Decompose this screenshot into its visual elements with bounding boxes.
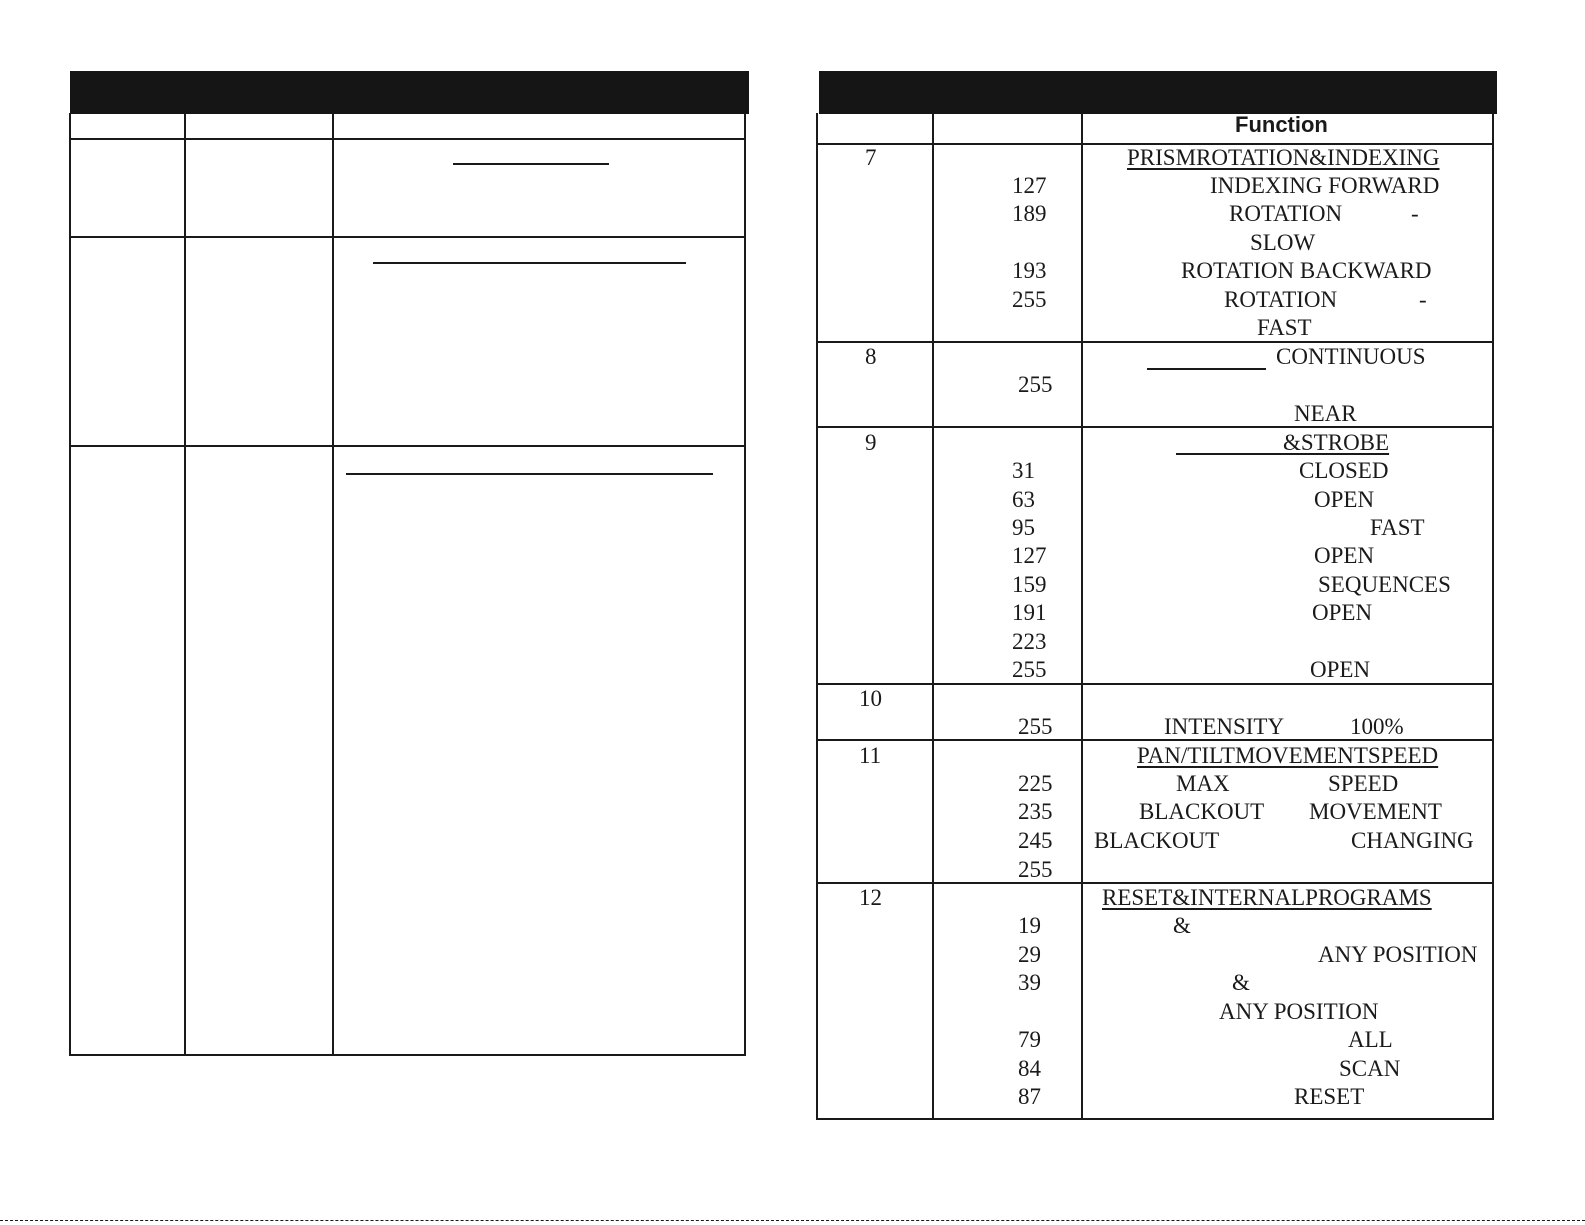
ch11-function-2a: BLACKOUT [1139,799,1265,824]
ch9-value-1: 31 [1012,458,1035,483]
ch11-function-2b: MOVEMENT [1309,799,1442,824]
ch11-function-1b: SPEED [1328,771,1399,796]
ch9-value-3: 95 [1012,515,1035,540]
ch12-function-3: & [1232,970,1250,995]
ch12-function-5: SCAN [1339,1056,1401,1081]
ch12-function-3b: ANY POSITION [1219,999,1379,1024]
ch9-function-3: FAST [1370,515,1425,540]
ch9-value-2: 63 [1012,487,1035,512]
ch11-function-1a: MAX [1176,771,1230,796]
ch10-value-1: 255 [1018,714,1053,739]
ch11-function-3a: BLACKOUT [1094,828,1220,853]
ch9-title: &STROBE [1283,430,1390,455]
right-header-bar [819,71,1497,114]
ch12-function-4: ALL [1348,1027,1393,1052]
ch11-value-2: 235 [1018,799,1053,824]
ch8-function-2: NEAR [1294,401,1357,426]
ch12-function-2: ANY POSITION [1318,942,1478,967]
function-column-header: Function [1235,112,1328,137]
ch9-function-1: CLOSED [1299,458,1389,483]
ch7-function-4a: ROTATION [1224,287,1338,312]
left-header-bar [70,71,749,114]
ch12-function-1: & [1173,913,1191,938]
ch11-function-3b: CHANGING [1351,828,1474,853]
ch9-function-2: OPEN [1314,487,1375,512]
channel-12: 12 [859,885,882,910]
ch8-title-underline [1147,368,1266,370]
ch11-value-4: 255 [1018,857,1053,882]
ch7-value-4: 255 [1012,287,1047,312]
ch7-function-2b: - [1411,201,1419,226]
channel-7: 7 [865,145,877,170]
channel-9: 9 [865,430,877,455]
ch12-value-6: 87 [1018,1084,1041,1109]
ch11-value-3: 245 [1018,828,1053,853]
ch7-function-2c: SLOW [1250,230,1316,255]
ch10-function-1a: INTENSITY [1164,714,1285,739]
ch12-value-3: 39 [1018,970,1041,995]
ch7-function-4c: FAST [1257,315,1312,340]
ch7-value-2: 189 [1012,201,1047,226]
ch8-function-1: CONTINUOUS [1276,344,1426,369]
ch9-value-6: 191 [1012,600,1047,625]
left-row2-underline [373,262,686,264]
ch7-function-4b: - [1419,287,1427,312]
ch12-value-1: 19 [1018,913,1041,938]
ch9-value-4: 127 [1012,543,1047,568]
ch9-function-8: OPEN [1310,657,1371,682]
left-row1-underline [453,163,609,165]
ch8-value-1: 255 [1018,372,1053,397]
channel-11: 11 [859,743,882,768]
ch9-function-6: OPEN [1312,600,1373,625]
channel-8: 8 [865,344,877,369]
ch7-title: PRISMROTATION&INDEXING [1127,145,1440,170]
ch10-function-1b: 100% [1350,714,1404,739]
ch7-function-1: INDEXING FORWARD [1210,173,1440,198]
ch12-function-6: RESET [1294,1084,1365,1109]
ch9-value-7: 223 [1012,629,1047,654]
ch11-value-1: 225 [1018,771,1053,796]
ch7-function-2a: ROTATION [1229,201,1343,226]
ch12-value-2: 29 [1018,942,1041,967]
ch7-value-1: 127 [1012,173,1047,198]
ch12-value-5: 84 [1018,1056,1041,1081]
ch9-title-underline [1176,453,1283,455]
ch9-value-8: 255 [1012,657,1047,682]
ch9-function-4: OPEN [1314,543,1375,568]
left-row3-underline [346,473,713,475]
ch9-value-5: 159 [1012,572,1047,597]
ch11-title: PAN/TILTMOVEMENTSPEED [1137,743,1439,768]
ch12-title: RESET&INTERNALPROGRAMS [1102,885,1432,910]
page-bottom-edge [0,1220,1585,1221]
channel-10: 10 [859,686,882,711]
ch12-value-4: 79 [1018,1027,1041,1052]
ch7-value-3: 193 [1012,258,1047,283]
ch9-function-5: SEQUENCES [1318,572,1451,597]
ch7-function-3: ROTATION BACKWARD [1181,258,1432,283]
